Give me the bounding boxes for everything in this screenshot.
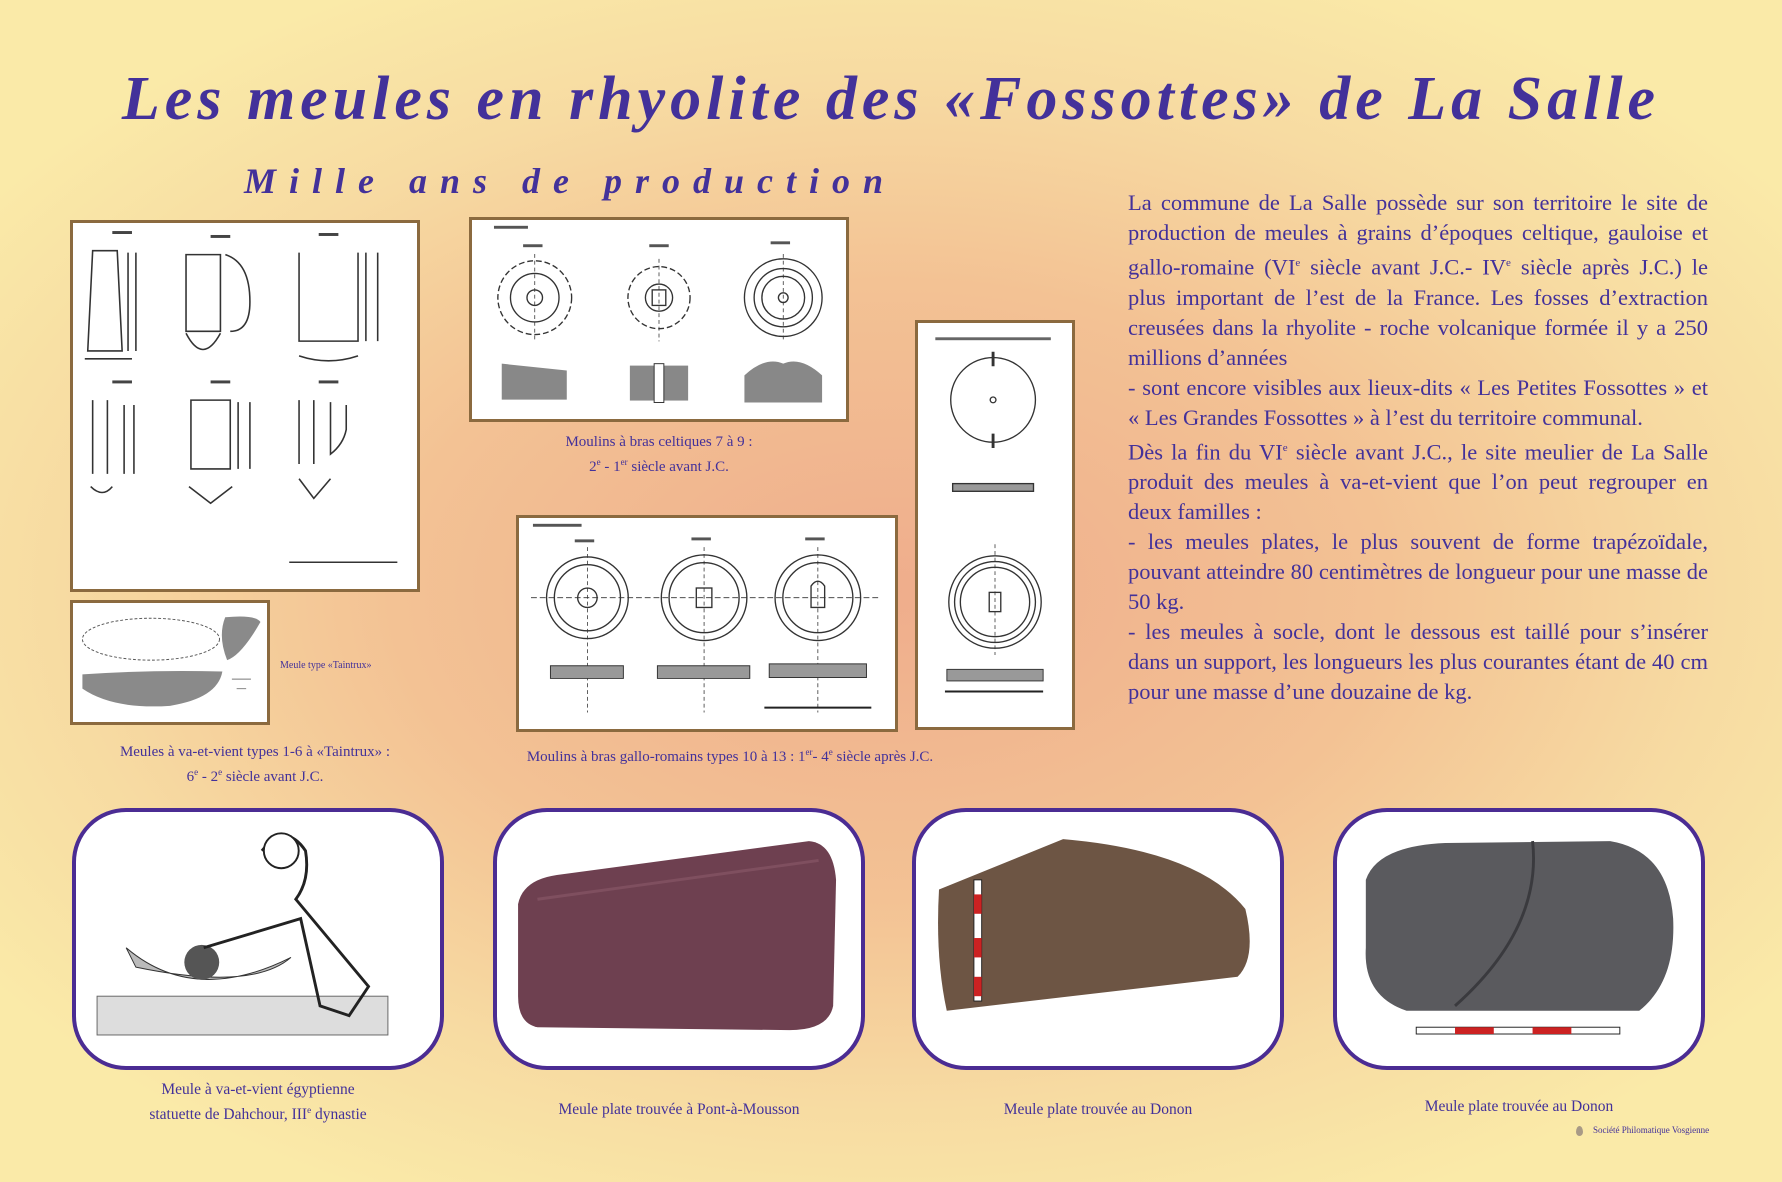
photo-pont-a-mousson (493, 808, 865, 1070)
photo-donon-1 (912, 808, 1284, 1070)
egyptian-statuette-image (76, 812, 440, 1066)
caption-celtic-line1: Moulins à bras celtiques 7 à 9 : (565, 434, 753, 450)
paragraph-1: La commune de La Salle possède sur son territoire le site de production de meules à grains d’époques celtique, gauloise et gallo-romaine (VIe siècle avant J.C.- IVe siècle après J.C.) le plus important de l’est de la France. Les fosses d’extraction creusées dans la rhyolite - roche volcanique formée il y a 250 millions d’années (1128, 190, 1708, 370)
paragraph-2: - sont encore visibles aux lieux-dits « Les Petites Fossottes » et « Les Grandes Fossottes » à l’est du territoire communal. (1128, 374, 1708, 430)
donon-stone-1-image (916, 812, 1280, 1066)
paragraph-4: - les meules plates, le plus souvent de forme trapézoïdale, pouvant atteindre 80 centimètres de longueur pour une masse de 50 kg. (1128, 529, 1708, 614)
caption-photo-pont-a-mousson: Meule plate trouvée à Pont-à-Mousson (558, 1101, 800, 1118)
pont-a-mousson-stone-image (497, 812, 861, 1066)
gallo-roman-detail-drawing (918, 323, 1072, 727)
poster-subtitle: Mille ans de production (243, 161, 897, 201)
caption-photo-donon-2: Meule plate trouvée au Donon (1424, 1098, 1614, 1115)
paragraph-5: - les meules à socle, dont le dessous est taillé pour s’insérer dans un support, les longueurs les plus courantes étant de 40 cm pour une masse d’une douzaine de kg. (1128, 619, 1708, 704)
donon-stone-2-image (1337, 812, 1701, 1066)
caption-gallo-roman-mills: Moulins à bras gallo-romains types 10 à 13 : 1er- 4e siècle après J.C. (526, 747, 934, 765)
credit: Société Philomatique Vosgienne (1576, 1125, 1709, 1136)
figure-celtic-mills (469, 217, 849, 422)
figure-gallo-roman-mills-detail (915, 320, 1075, 730)
figure-taintrux (70, 600, 270, 725)
poster-title: Les meules en rhyolite des «Fossottes» de La Salle (121, 65, 1661, 133)
types-1-6-drawing (73, 223, 417, 589)
caption-types-line1: Meules à va-et-vient types 1-6 à «Taintrux» : (119, 744, 391, 760)
caption-photo-donon-1: Meule plate trouvée au Donon (1003, 1101, 1193, 1118)
caption-celtic-line2: 2e - 1er siècle avant J.C. (589, 457, 729, 475)
celtic-mills-drawing (472, 220, 846, 419)
figure-types-1-6 (70, 220, 420, 592)
leaf-icon (1576, 1126, 1583, 1136)
photo-donon-2 (1333, 808, 1705, 1070)
caption-celtic-mills (469, 432, 849, 477)
paragraph-3: Dès la fin du VIe siècle avant J.C., le site meulier de La Salle produit des meules à va-et-vient que l’on peut regrouper en deux familles : (1128, 439, 1708, 524)
body-text (1128, 188, 1708, 707)
label-taintrux: Meule type «Taintrux» (280, 660, 372, 671)
caption-types-line2: 6e - 2e siècle avant J.C. (186, 767, 324, 785)
taintrux-drawing (73, 603, 267, 722)
figure-gallo-roman-mills (516, 515, 898, 732)
gallo-roman-mills-drawing (519, 518, 895, 729)
caption-photo-egyptian: Meule à va-et-vient égyptienne statuette de Dahchour, IIIe dynastie (149, 1081, 367, 1124)
photo-egyptian-statuette (72, 808, 444, 1070)
caption-types-1-6 (60, 742, 450, 787)
